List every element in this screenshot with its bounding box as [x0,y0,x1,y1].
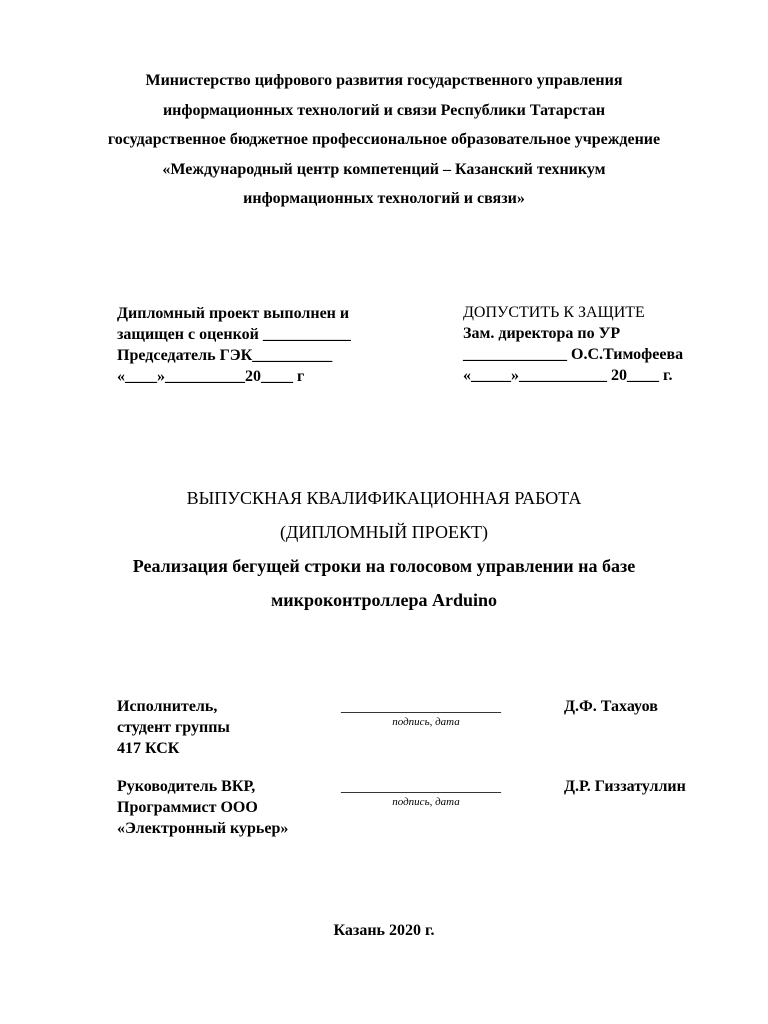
grade-line-4: «____»__________20____ г [117,368,305,385]
header-line-3: государственное бюджетное профессиональное образовательное учреждение [107,131,661,148]
header-line-4: «Международный центр компетенций – Казанский техникум [162,160,606,178]
supervisor-role-line-2: Программист ООО [117,799,258,816]
executor-signature-row [0,696,768,776]
header-line-1: Министерство цифрового развития государственного управления [145,72,623,89]
supervisor-signature-caption: подпись, дата [392,796,460,808]
admission-block [463,302,763,386]
city-year: Казань 2020 г. [333,922,435,939]
executor-role-line-1: Исполнитель, [117,698,218,715]
supervisor-role [117,776,288,839]
header-line-5: информационных технологий и связи» [243,190,525,207]
thesis-title-line-2: микроконтроллера Arduino [270,590,498,610]
executor-signature-line: ____________________ [341,698,501,715]
executor-role-line-3: 417 КСК [117,740,180,757]
document-subtype: (ДИПЛОМНЫЙ ПРОЕКТ) [280,522,488,542]
grade-line-1: Дипломный проект выполнен и [117,305,350,322]
grade-line-3: Председатель ГЭК__________ [117,347,333,364]
executor-role-line-2: студент группы [117,719,230,736]
admission-line-4: «_____»___________ 20____ г. [463,367,673,384]
executor-signature-caption: подпись, дата [392,716,460,728]
supervisor-role-line-1: Руководитель ВКР, [117,778,256,795]
executor-name: Д.Ф. Тахауов [564,698,658,715]
document-type: ВЫПУСКНАЯ КВАЛИФИКАЦИОННАЯ РАБОТА [186,488,582,508]
supervisor-role-line-3: «Электронный курьер» [117,820,289,837]
supervisor-name: Д.Р. Гиззатуллин [564,778,686,795]
grade-line-2: защищен с оценкой ___________ [117,326,351,343]
admission-line-3: _____________ О.С.Тимофеева [463,346,684,363]
thesis-title-block [0,481,768,617]
header-line-2: информационных технологий и связи Республики Татарстан [162,101,606,119]
supervisor-signature-row [0,776,768,856]
institution-header [0,66,768,214]
thesis-title-line-1: Реализация бегущей строки на голосовом управлении на базе [132,556,636,576]
admission-heading: ДОПУСТИТЬ К ЗАЩИТЕ [463,304,645,321]
grade-block [117,303,417,387]
admission-line-2: Зам. директора по УР [463,325,621,342]
supervisor-signature-line: ____________________ [341,778,501,795]
executor-role [117,696,230,759]
